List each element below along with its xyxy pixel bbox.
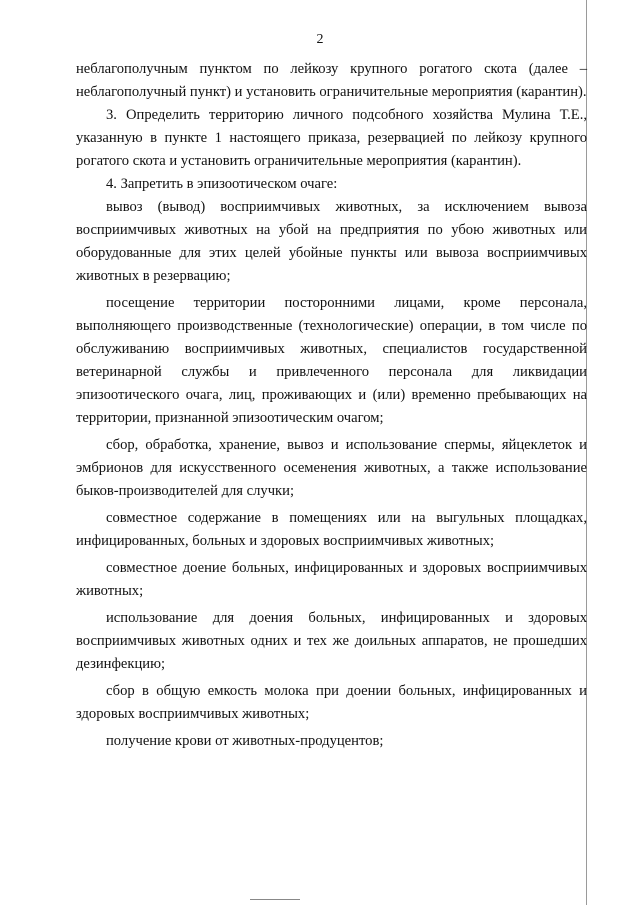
paragraph-1: неблагополучным пунктом по лейкозу крупного рогатого скота (далее – неблагополучный пункт) и установить ограничительные мероприятия (карантин). — [76, 61, 587, 100]
paragraph-2: 3. Определить территорию личного подсобного хозяйства Мулина Т.Е., указанную в пункте 1 настоящего приказа, резервацией по лейкозу крупного рогатого скота и установить ограничительные мероприятия (карантин). — [76, 107, 587, 169]
paragraph-3: 4. Запретить в эпизоотическом очаге: — [106, 176, 338, 192]
paragraph-11: получение крови от животных-продуцентов; — [106, 733, 384, 749]
document-body — [76, 58, 587, 753]
paragraph-4: вывоз (вывод) восприимчивых животных, за исключением вывоза восприимчивых животных на убой на предприятия по убою животных или оборудованные для этих целей убойные пункты или вывоза восприимчивых животных в резервацию; — [76, 199, 587, 284]
paragraph-5: посещение территории посторонними лицами, кроме персонала, выполняющего производственные (технологические) операции, в том числе по обслуживанию восприимчивых животных, специалистов государственной ветеринарной службы и привлеченного персонала для ликвидации эпизоотического очага, лиц, проживающих и (или) временно пребывающих на территории, признанной эпизоотическим очагом; — [76, 295, 587, 426]
page-number: 2 — [316, 32, 324, 47]
scan-bottom-mark — [250, 899, 300, 900]
paragraph-7: совместное содержание в помещениях или на выгульных площадках, инфицированных, больных и здоровых восприимчивых животных; — [76, 510, 587, 549]
paragraph-8: совместное доение больных, инфицированных и здоровых восприимчивых животных; — [76, 560, 587, 599]
paragraph-10: сбор в общую емкость молока при доении больных, инфицированных и здоровых восприимчивых животных; — [76, 683, 587, 722]
paragraph-6: сбор, обработка, хранение, вывоз и использование спермы, яйцеклеток и эмбрионов для искусственного осеменения животных, а также использование быков-производителей для случки; — [76, 437, 587, 499]
paragraph-9: использование для доения больных, инфицированных и здоровых восприимчивых животных одних и тех же доильных аппаратов, не прошедших дезинфекцию; — [76, 610, 587, 672]
